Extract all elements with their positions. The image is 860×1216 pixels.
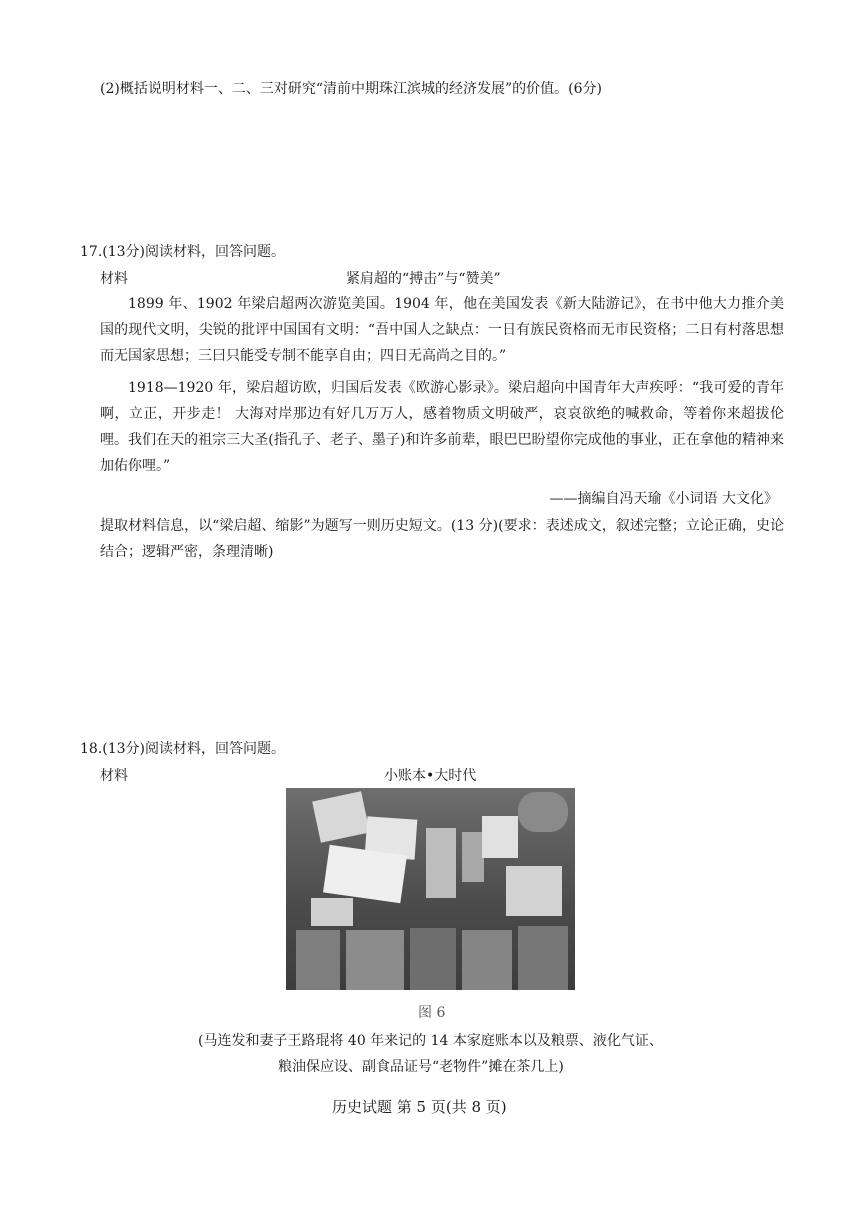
q17-paragraph-2: 1918—1920 年，梁启超访欧，归国后发表《欧游心影录》。梁启超向中国青年大声疾呼：“我可爱的青年啊，立正，开步走！ 大海对岸那边有好几万万人，感着物质文明破严，哀哀欲绝的喊救命，等着你来超拔伦哩。我们在天的祖宗三大圣(指孔子、老子、墨子)和许多前辈，眼巴巴盼望你完成他的事业，正在拿他的精神来加佑你哩。” xyxy=(100,380,784,474)
question-16-part-2: (2)概括说明材料一、二、三对研究“清前中期珠江滨城的经济发展”的价值。(6分) xyxy=(100,81,602,97)
figure-caption-line-2: 粮油保应设、副食品证号“老物件”摊在茶几上) xyxy=(278,1059,564,1075)
q17-source: ——摘编自冯天瑜《小词语 大文化》 xyxy=(549,491,778,507)
q18-material-title: 小账本•大时代 xyxy=(384,768,477,784)
q18-material-label: 材料 xyxy=(100,768,128,784)
figure-label: 图 6 xyxy=(418,1005,446,1021)
question-17-stem: 17.(13分)阅读材料，回答问题。 xyxy=(80,244,286,260)
q17-material-label: 材料 xyxy=(100,271,128,287)
q17-material-title: 紧肩超的“搏击”与“赞美” xyxy=(346,271,501,287)
q17-paragraph-1: 1899 年、1902 年梁启超两次游览美国。1904 年，他在美国发表《新大陆游记》，在书中他大力推介美国的现代文明，尖锐的批评中国国有文明：“吾中国人之缺点：一日有族民资格而无市民资格；二日有村落思想而无国家思想；三曰只能受专制不能享自由；四日无高尚之目的。” xyxy=(100,296,784,364)
page-footer: 历史试题 第 5 页(共 8 页) xyxy=(332,1098,507,1116)
q17-task: 提取材料信息，以“梁启超、缩影”为题写一则历史短文。(13 分)(要求：表述成文，叙述完整；立论正确，史论结合；逻辑严密，条理清晰) xyxy=(100,518,784,560)
question-18-stem: 18.(13分)阅读材料，回答问题。 xyxy=(80,741,286,757)
figure-caption-line-1: (马连发和妻子王路琨将 40 年来记的 14 本家庭账本以及粮票、液化气证、 xyxy=(198,1033,663,1049)
account-books-photo xyxy=(286,788,575,990)
